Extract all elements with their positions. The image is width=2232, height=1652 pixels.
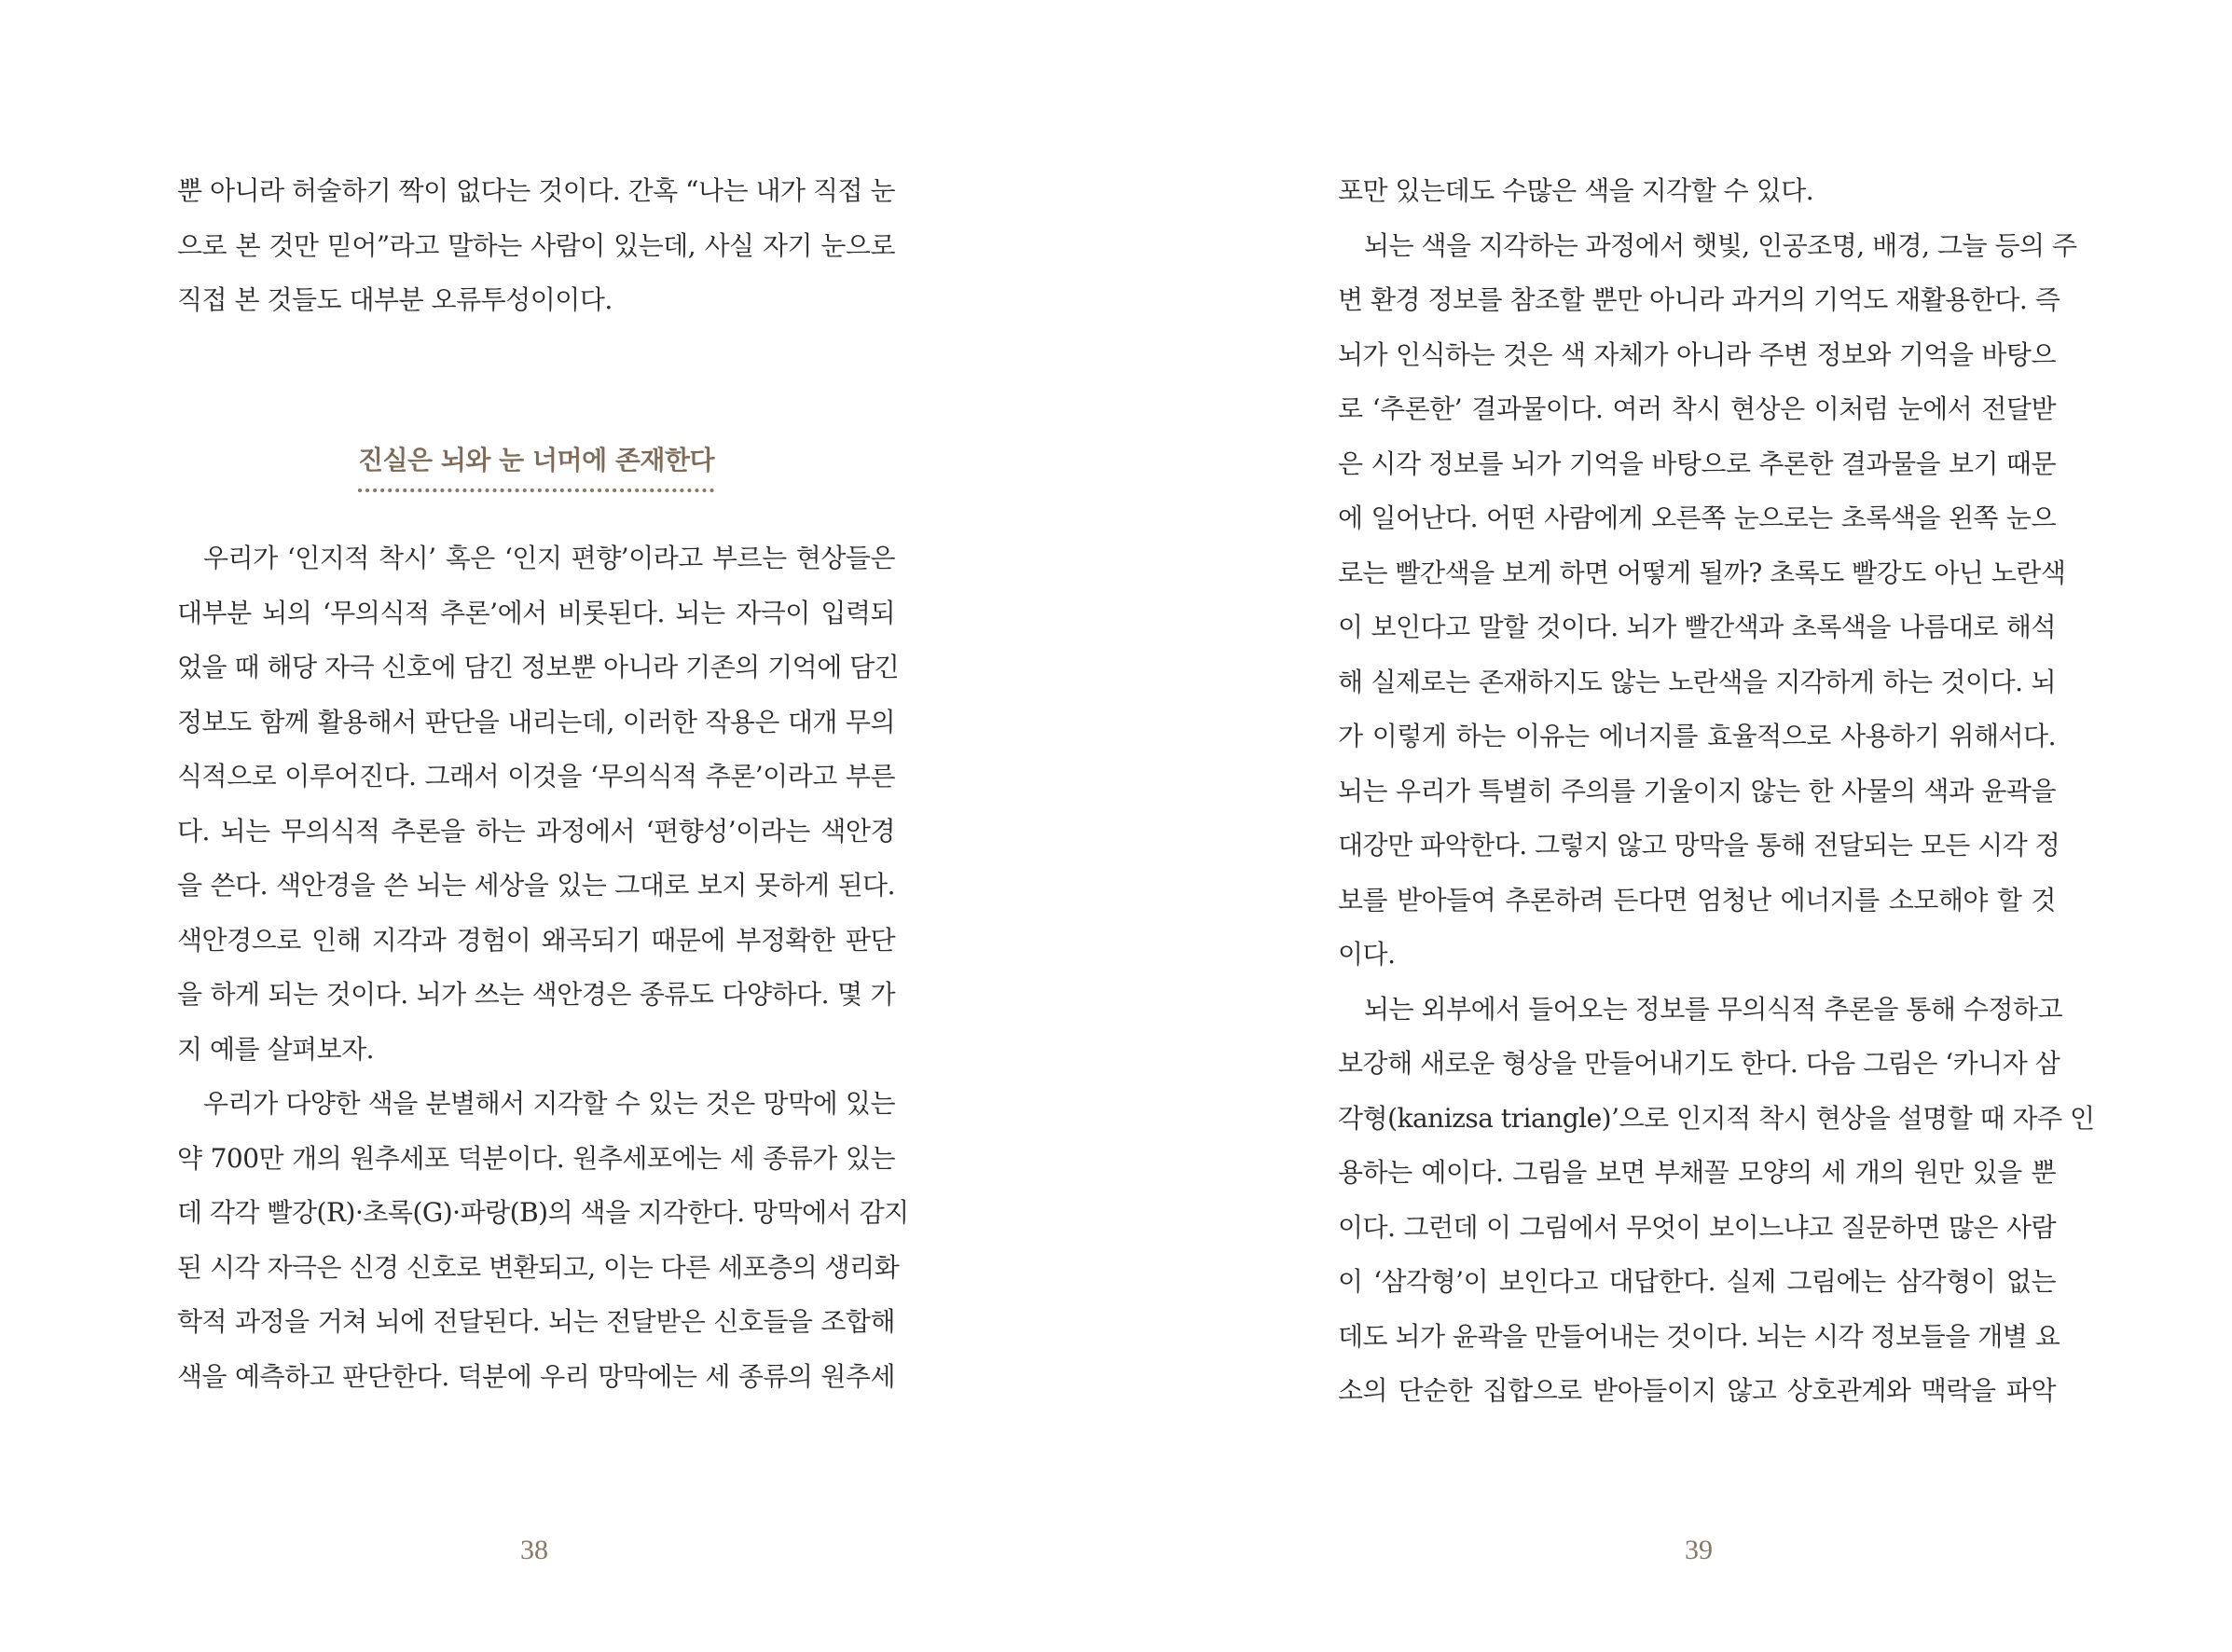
text-line: 대강만 파악한다. 그렇지 않고 망막을 통해 전달되는 모든 시각 정 [1338,830,2060,860]
text-line: 직접 본 것들도 대부분 오류투성이이다. [177,284,613,315]
text-line: 우리가 다양한 색을 분별해서 지각할 수 있는 것은 망막에 있는 [203,1088,895,1119]
text-line: 에 일어난다. 어떤 사람에게 오른쪽 눈으로는 초록색을 왼쪽 눈으 [1338,502,2056,533]
text-line: 을 쓴다. 색안경을 쓴 뇌는 세상을 있는 그대로 보지 못하게 된다. [177,870,895,901]
text-line: 소의 단순한 집합으로 받아들이지 않고 상호관계와 맥락을 파악 [1338,1375,2056,1406]
text-line: 뇌가 인식하는 것은 색 자체가 아니라 주변 정보와 기억을 바탕으 [1338,338,2056,370]
text-line: 을 하게 되는 것이다. 뇌가 쓰는 색안경은 종류도 다양하다. 몇 가 [177,979,895,1010]
text-line: 정보도 함께 활용해서 판단을 내리는데, 이러한 작용은 대개 무의 [177,706,895,737]
text-line: 다. 뇌는 무의식적 추론을 하는 과정에서 ‘편향성’이라는 색안경 [177,815,895,847]
text-line: 로는 빨간색을 보게 하면 어떻게 될까? 초록도 빨강도 아닌 노란색 [1338,557,2066,588]
text-line: 이 ‘삼각형’이 보인다고 대답한다. 실제 그림에는 삼각형이 없는 [1338,1266,2056,1297]
text-line: 색을 예측하고 판단한다. 덕분에 우리 망막에는 세 종류의 원추세 [177,1360,895,1392]
text-line: 이 보인다고 말할 것이다. 뇌가 빨간색과 초록색을 나름대로 해석 [1338,612,2056,642]
left-top-text [177,164,895,328]
text-line: 용하는 예이다. 그림을 보면 부채꼴 모양의 세 개의 원만 있을 뿐 [1338,1157,2056,1188]
text-line: 으로 본 것만 믿어”라고 말하는 사람이 있는데, 사실 자기 눈으로 [177,229,895,261]
right-page [1116,0,2232,1652]
text-line: 뇌는 외부에서 들어오는 정보를 무의식적 추론을 통해 수정하고 [1364,993,2063,1025]
text-line: 해 실제로는 존재하지도 않는 노란색을 지각하게 하는 것이다. 뇌 [1338,666,2056,697]
text-line: 약 700만 개의 원추세포 덕분이다. 원추세포에는 세 종류가 있는 [177,1142,895,1174]
text-line: 포만 있는데도 수많은 색을 지각할 수 있다. [1338,175,1814,206]
text-line: 뿐 아니라 허술하기 짝이 없다는 것이다. 간혹 “나는 내가 직접 눈 [177,175,895,206]
text-line: 데 각각 빨강(R)·초록(G)·파랑(B)의 색을 지각한다. 망막에서 감지 [177,1197,909,1228]
text-line: 뇌는 우리가 특별히 주의를 기울이지 않는 한 사물의 색과 윤곽을 [1338,775,2056,806]
right-body-text [1338,164,2095,1419]
text-line: 지 예를 살펴보자. [177,1033,375,1065]
text-line: 색안경으로 인해 지각과 경험이 왜곡되기 때문에 부정확한 판단 [177,924,895,956]
text-line: 데도 뇌가 윤곽을 만들어내는 것이다. 뇌는 시각 정보들을 개별 요 [1338,1320,2060,1352]
text-line: 변 환경 정보를 참조할 뿐만 아니라 과거의 기억도 재활용한다. 즉 [1338,284,2060,315]
text-line: 학적 과정을 거쳐 뇌에 전달된다. 뇌는 전달받은 신호들을 조합해 [177,1306,895,1337]
text-line: 이다. 그런데 이 그림에서 무엇이 보이느냐고 질문하면 많은 사람 [1338,1211,2056,1243]
section-heading-wrap [177,440,895,492]
text-line: 각형(kanizsa triangle)’으로 인지적 착시 현상을 설명할 때 자주 인 [1338,1102,2095,1134]
text-line: 뇌는 색을 지각하는 과정에서 햇빛, 인공조명, 배경, 그늘 등의 주 [1364,229,2077,261]
left-body-text [177,531,909,1404]
page-number: 38 [520,1535,548,1565]
text-line: 보강해 새로운 형상을 만들어내기도 한다. 다음 그림은 ‘카니자 삼 [1338,1048,2060,1079]
text-line: 은 시각 정보를 뇌가 기억을 바탕으로 추론한 결과물을 보기 때문 [1338,447,2056,479]
text-line: 대부분 뇌의 ‘무의식적 추론’에서 비롯된다. 뇌는 자극이 입력되 [177,597,895,628]
text-line: 가 이렇게 하는 이유는 에너지를 효율적으로 사용하기 위해서다. [1338,721,2056,751]
page-number: 39 [1685,1535,1713,1565]
text-line: 식적으로 이루어진다. 그래서 이것을 ‘무의식적 추론’이라고 부른 [177,761,895,792]
text-line: 보를 받아들여 추론하려 든다면 엄청난 에너지를 소모해야 할 것 [1338,884,2056,915]
text-line: 로 ‘추론한’ 결과물이다. 여러 착시 현상은 이처럼 눈에서 전달받 [1338,393,2056,424]
text-line: 우리가 ‘인지적 착시’ 혹은 ‘인지 편향’이라고 부르는 현상들은 [203,543,895,573]
text-line: 된 시각 자극은 신경 신호로 변환되고, 이는 다른 세포층의 생리화 [177,1251,900,1283]
text-line: 었을 때 해당 자극 신호에 담긴 정보뿐 아니라 기존의 기억에 담긴 [177,652,900,682]
text-line: 이다. [1338,939,1396,970]
section-heading: 진실은 뇌와 눈 너머에 존재한다 [358,440,714,492]
